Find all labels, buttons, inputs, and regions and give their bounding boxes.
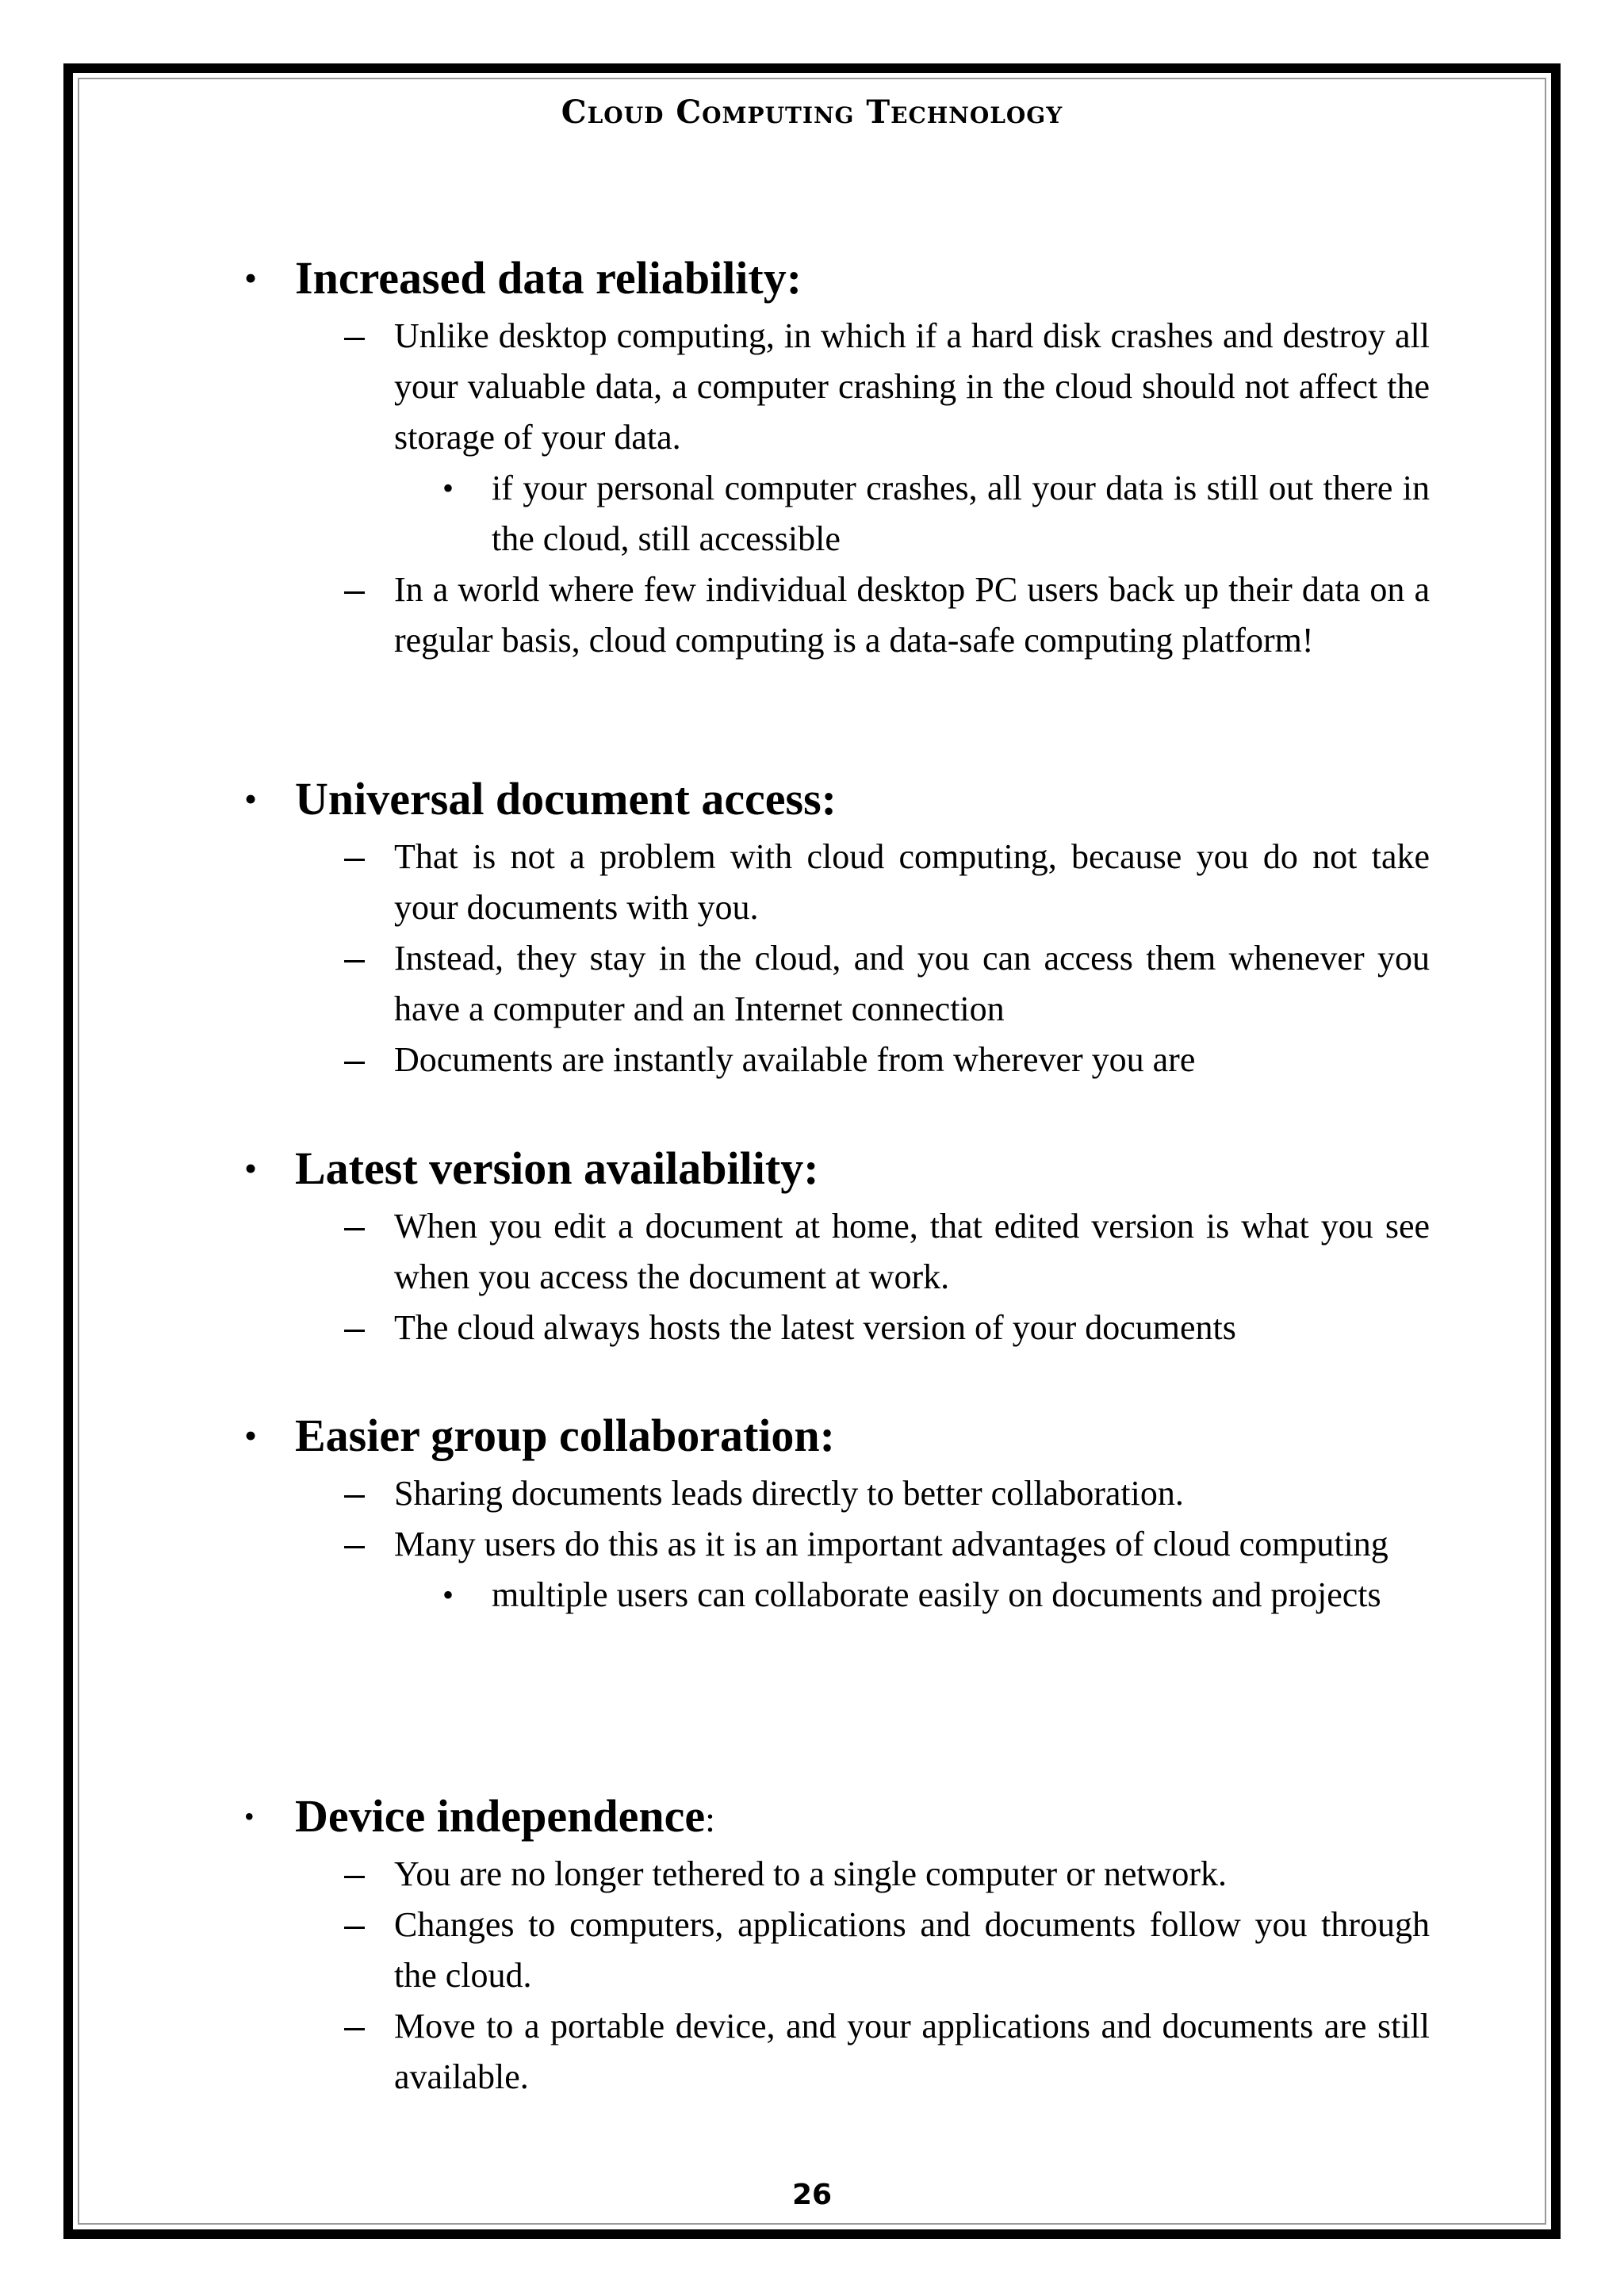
item-text: Instead, they stay in the cloud, and you can access them whenever you have a computer and an Internet connection (394, 939, 1430, 1028)
item-text: Documents are instantly available from wherever you are (394, 1040, 1196, 1079)
bullet-icon: • (244, 258, 258, 298)
bullet-icon: • (244, 1415, 258, 1456)
dash-icon (344, 2001, 365, 2052)
dash-icon (344, 832, 365, 882)
dash-icon (344, 1303, 365, 1353)
section-device-independence (0, 1784, 1624, 2103)
list-item (0, 1519, 1624, 1570)
item-text: if your personal computer crashes, all your data is still out there in the cloud, still accessible (492, 469, 1430, 558)
item-text: You are no longer tethered to a single computer or network. (394, 1854, 1228, 1893)
list-subitem (0, 463, 1624, 564)
dash-icon (344, 933, 365, 984)
heading-label: Device independence (295, 1790, 706, 1842)
item-text: Changes to computers, applications and documents follow you through the cloud. (394, 1905, 1430, 1995)
dash-icon (344, 1201, 365, 1252)
list-item (0, 832, 1624, 933)
item-text: In a world where few individual desktop PC users back up their data on a regular basis, cloud computing is a data-safe computing platform! (394, 570, 1430, 660)
heading-text: Easier group collaboration: (295, 1410, 835, 1461)
dash-icon (344, 311, 365, 362)
list-item (0, 1468, 1624, 1519)
list-item (0, 1900, 1624, 2001)
list-item (0, 933, 1624, 1035)
heading-colon: : (705, 1799, 715, 1839)
list-item (0, 1303, 1624, 1353)
page-number: 26 (791, 2179, 833, 2211)
item-text: When you edit a document at home, that edited version is what you see when you access the document at work. (394, 1207, 1430, 1296)
list-item (0, 1201, 1624, 1303)
list-item (0, 1035, 1624, 1085)
dash-icon (344, 1035, 365, 1085)
section-heading (0, 1136, 1624, 1201)
dash-icon (344, 1519, 365, 1570)
heading-text (295, 1784, 715, 1852)
section-document-access (0, 767, 1624, 1085)
bullet-icon: • (244, 1800, 255, 1832)
section-heading (0, 246, 1624, 311)
dash-icon (344, 1900, 365, 1950)
bullet-icon: • (442, 1577, 454, 1613)
item-text: Move to a portable device, and your applications and documents are still available. (394, 2007, 1430, 2096)
section-data-reliability (0, 246, 1624, 666)
item-text: Unlike desktop computing, in which if a hard disk crashes and destroy all your valuable data, a computer crashing in the cloud should not affect the storage of your data. (394, 316, 1430, 457)
section-heading (0, 1784, 1624, 1849)
item-text: Sharing documents leads directly to better collaboration. (394, 1474, 1184, 1513)
list-item (0, 2001, 1624, 2103)
section-heading (0, 767, 1624, 832)
section-group-collaboration (0, 1403, 1624, 1621)
bullet-icon: • (244, 1148, 258, 1188)
dash-icon (344, 1468, 365, 1519)
heading-text: Increased data reliability: (295, 252, 802, 304)
item-text: That is not a problem with cloud computing, because you do not take your documents with you. (394, 837, 1430, 927)
item-text: multiple users can collaborate easily on documents and projects (492, 1575, 1381, 1614)
section-latest-version (0, 1136, 1624, 1353)
section-heading (0, 1403, 1624, 1468)
heading-text: Latest version availability: (295, 1142, 819, 1194)
dash-icon (344, 1849, 365, 1900)
bullet-icon: • (244, 779, 258, 819)
dash-icon (344, 564, 365, 615)
list-item (0, 311, 1624, 463)
item-text: Many users do this as it is an important advantages of cloud computing (394, 1525, 1388, 1563)
running-header: Cloud Computing Technology (561, 94, 1063, 131)
list-item (0, 1849, 1624, 1900)
bullet-icon: • (442, 470, 454, 506)
heading-text: Universal document access: (295, 773, 837, 825)
list-subitem (0, 1570, 1624, 1621)
list-item (0, 564, 1624, 666)
item-text: The cloud always hosts the latest version of your documents (394, 1308, 1236, 1347)
